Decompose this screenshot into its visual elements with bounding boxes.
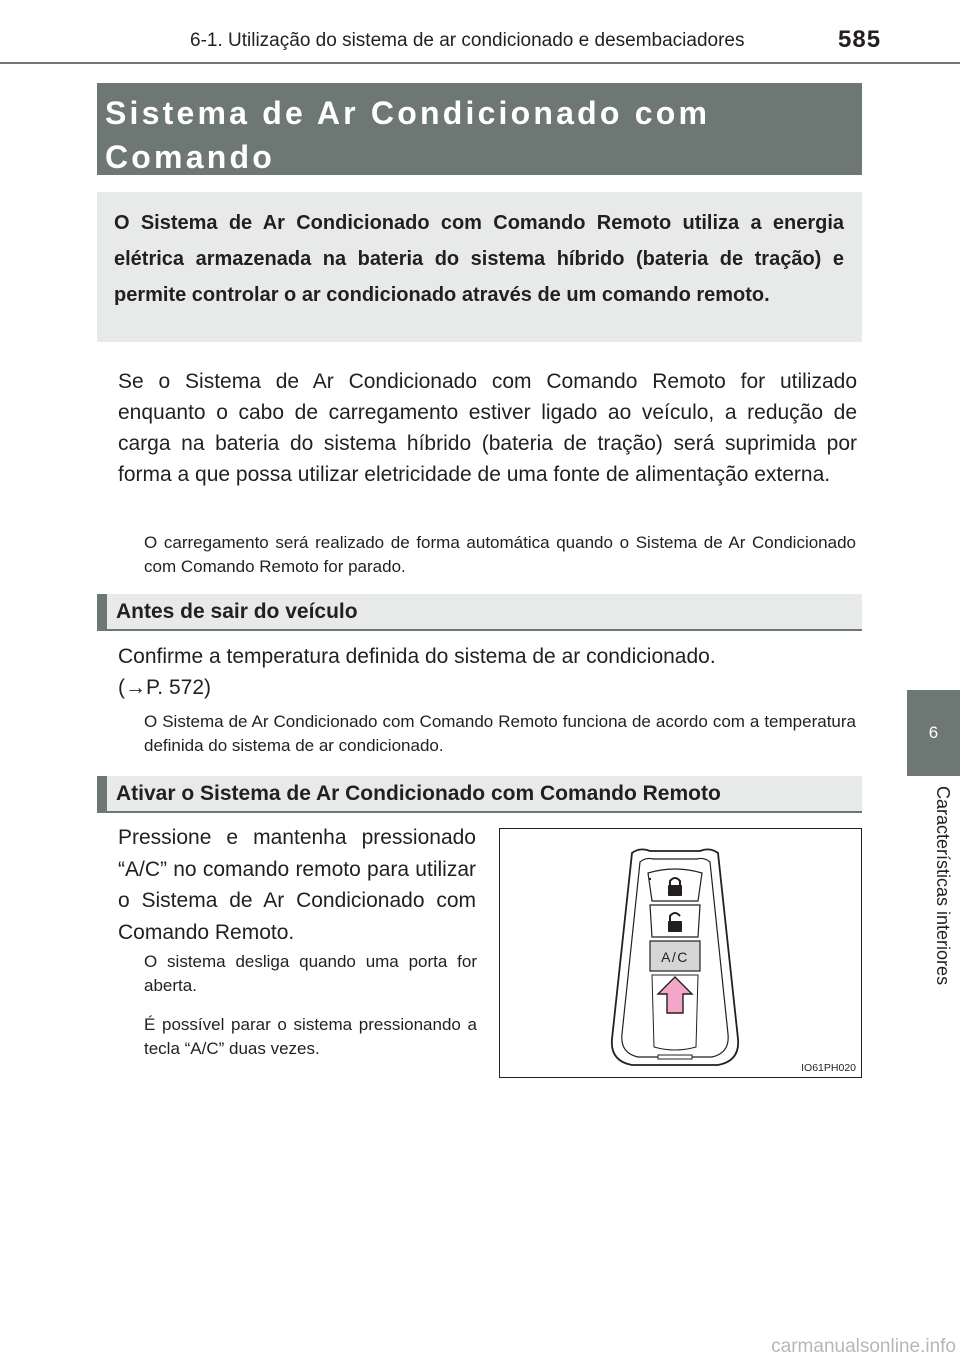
running-head: 6-1. Utilização do sistema de ar condicionado e desembaciadores (190, 30, 745, 51)
page-title-line1: Sistema de Ar Condicionado com Comando (105, 95, 711, 175)
ac-button-label: A/C (661, 949, 689, 965)
page-number: 585 (838, 26, 882, 53)
header-rule (0, 62, 960, 64)
body-paragraph: Se o Sistema de Ar Condicionado com Comando Remoto for utilizado enquanto o cabo de carregamento estiver ligado ao veículo, a redução de carga na bateria do sistema híbrido (bateria de tração) será suprimida por forma a que possa utilizar eletricidade de uma fonte de alimentação externa. (118, 370, 857, 486)
section1-paragraph-line1: Confirme a temperatura definida do sistema de ar condicionado. (118, 645, 716, 668)
unlock-button[interactable] (650, 905, 700, 937)
figure-code: IO61PH020 (801, 1062, 856, 1074)
chapter-label: Características interiores (933, 786, 953, 986)
section1-paragraph (118, 641, 857, 703)
section-heading-before-leaving: Antes de sair do veículo (97, 594, 862, 631)
page-title (97, 83, 862, 175)
section2-paragraph: Pressione e mantenha pressionado “A/C” no comando remoto para utilizar o Sistema de Ar Condicionado com Comando Remoto. (118, 826, 476, 944)
chapter-tab[interactable]: 6 (907, 690, 960, 776)
watermark[interactable]: carmanualsonline.info (771, 1336, 956, 1357)
smart-key-illustration (500, 829, 860, 1076)
remote-key-figure (499, 828, 862, 1078)
lock-button[interactable] (648, 869, 702, 901)
page-reference-link[interactable]: (→P. 572) (118, 676, 211, 699)
ac-button[interactable] (650, 941, 700, 971)
section2-note-stop: É possível parar o sistema pressionando a tecla “A/C” duas vezes. (144, 1015, 477, 1058)
intro-box: O Sistema de Ar Condicionado com Comando Remoto utiliza a energia elétrica armazenada na bateria do sistema híbrido (bateria de tração) e permite controlar o ar condicionado através de um comando remoto. (97, 192, 862, 342)
body-note: O carregamento será realizado de forma automática quando o Sistema de Ar Condicionado com Comando Remoto for parado. (144, 533, 856, 576)
section1-note: O Sistema de Ar Condicionado com Comando Remoto funciona de acordo com a temperatura definida do sistema de ar condicionado. (144, 712, 856, 755)
section-heading-activate: Ativar o Sistema de Ar Condicionado com Comando Remoto (97, 776, 862, 813)
section2-note-door: O sistema desliga quando uma porta for aberta. (144, 952, 477, 995)
